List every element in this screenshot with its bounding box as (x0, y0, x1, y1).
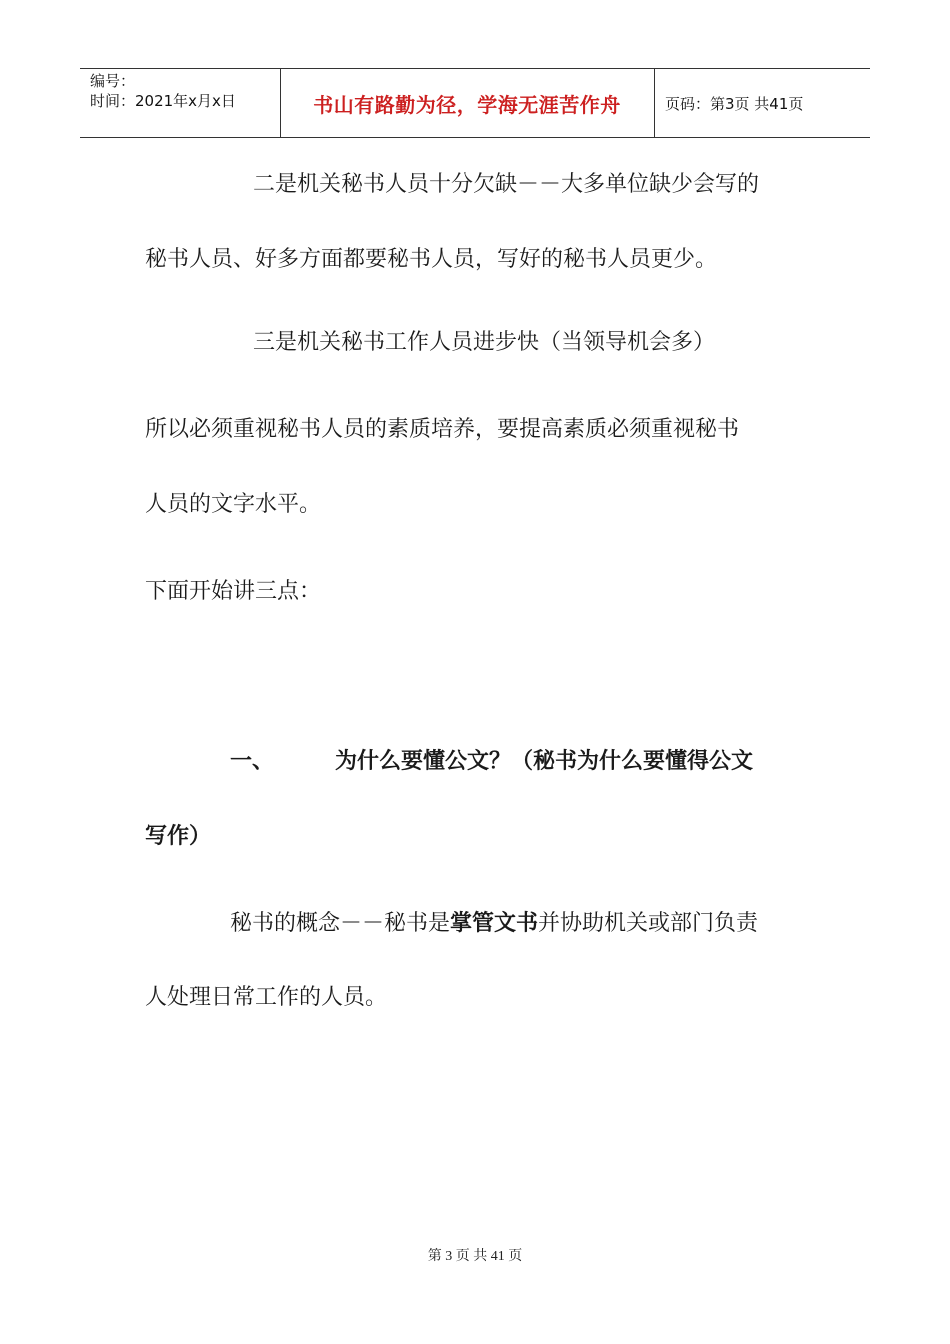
paragraph-line: 人处理日常工作的人员。 (145, 985, 388, 1010)
section-heading-number: 一、 (230, 749, 275, 774)
header-meta (80, 69, 280, 137)
paragraph-line: 二是机关秘书人员十分欠缺－－大多单位缺少会写的 (253, 172, 760, 197)
paragraph-text: 秘书的概念－－秘书是 (230, 911, 451, 936)
paragraph-line: 人员的文字水平。 (145, 492, 322, 517)
emphasized-text: 掌管文书 (450, 911, 539, 936)
header-motto: 书山有路勤为径，学海无涯苦作舟 (313, 92, 621, 117)
paragraph-text: 并协助机关或部门负责 (538, 911, 759, 936)
document-number-label: 编号： (90, 72, 136, 90)
paragraph-line: 下面开始讲三点： (145, 579, 322, 604)
document-date-label: 时间：2021年x月x日 (90, 92, 236, 110)
paragraph-line: 三是机关秘书工作人员进步快（当领导机会多） (253, 330, 716, 355)
paragraph-line: 秘书人员、好多方面都要秘书人员，写好的秘书人员更少。 (145, 247, 718, 272)
page-header (80, 68, 870, 138)
page-footer: 第 3 页 共 41 页 (427, 1249, 523, 1264)
header-page-info: 页码：第3页 共41页 (665, 94, 804, 113)
paragraph-line (230, 909, 758, 939)
section-heading: 写作） (145, 824, 212, 849)
paragraph-line: 所以必须重视秘书人员的素质培养，要提高素质必须重视秘书 (145, 417, 740, 442)
section-heading: 为什么要懂公文？（秘书为什么要懂得公文 (335, 749, 754, 774)
